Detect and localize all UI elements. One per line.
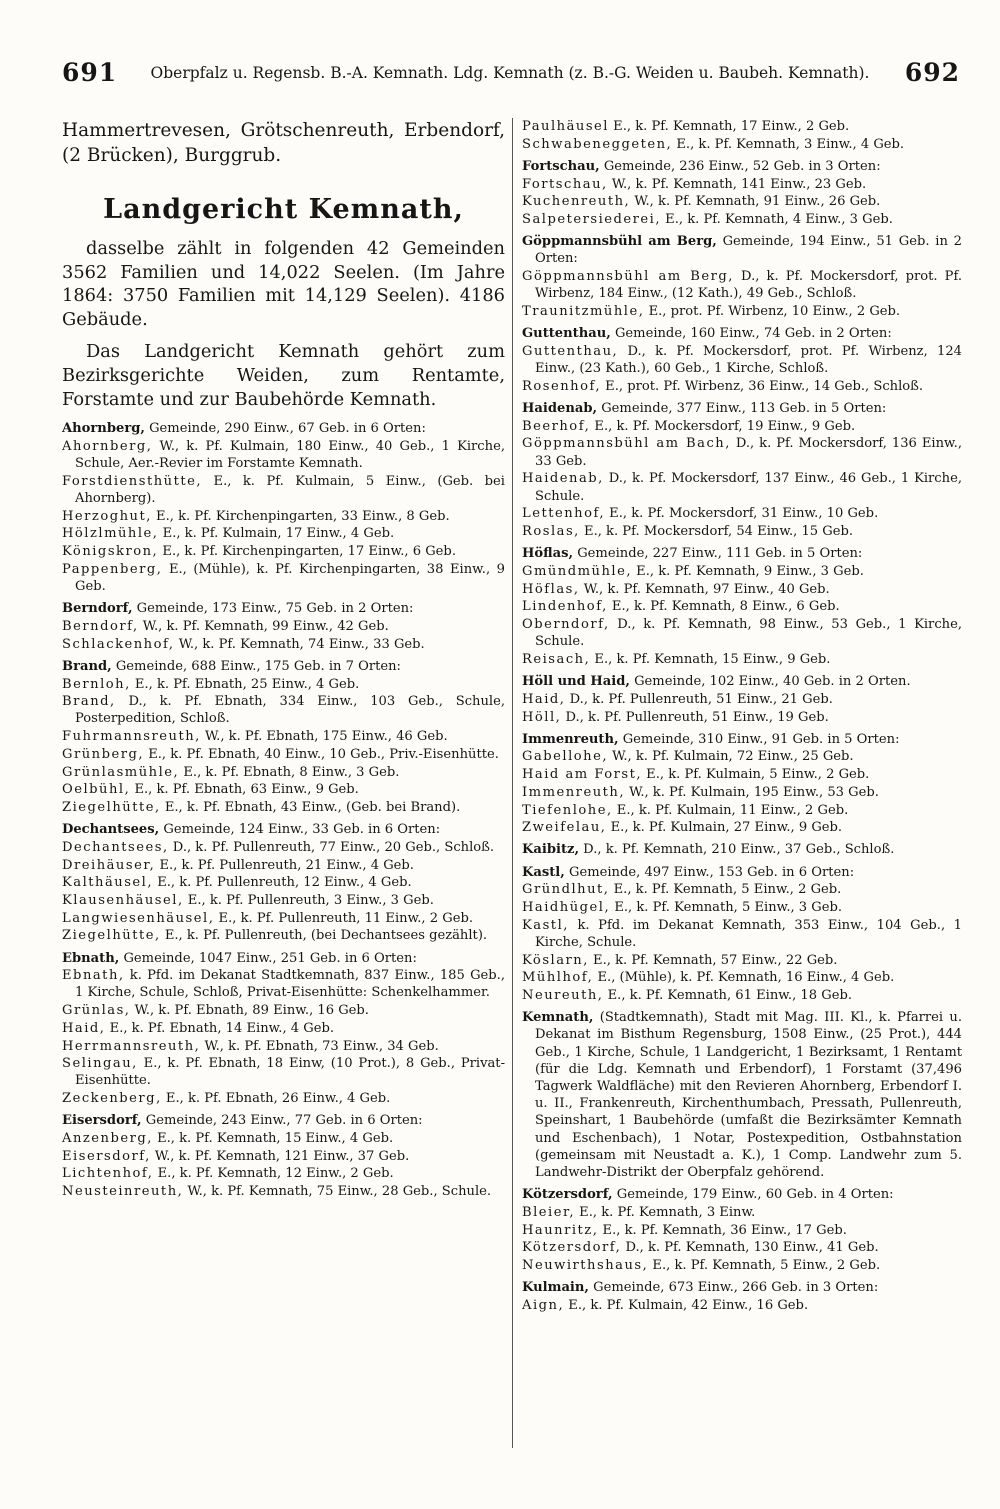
place-name: Oberndorf, [522, 616, 610, 632]
entry-details: Gemeinde, 673 Einw., 266 Geb. in 3 Orten: [588, 1280, 879, 1296]
intro-paragraph: dasselbe zählt in folgenden 42 Gemeinden 3562 Familien und 14,022 Seelen. (Im Jahre 1864: 3750 Familien mit 14,129 Seelen). 4186 Gebäude. [62, 238, 505, 330]
place-name: Langwiesenhäusel, [62, 910, 215, 926]
place-entry [522, 784, 962, 801]
municipality-name: Fortschau, [522, 158, 600, 174]
place-entry [62, 967, 505, 1001]
place-name: Guttenthau, [522, 343, 619, 359]
entry-details: E., k. Pf. Kemnath, 12 Einw., 2 Geb. [153, 1166, 394, 1182]
entry-details: D., k. Pf. Pullenreuth, 51 Einw., 19 Geb. [561, 709, 829, 725]
place-entry [62, 693, 505, 727]
entry-details: Gemeinde, 102 Einw., 40 Geb. in 2 Orten. [629, 674, 911, 690]
entry-list [522, 118, 962, 1314]
municipality-name: Immenreuth, [522, 731, 619, 747]
place-entry [522, 1239, 962, 1256]
entry-details: Gemeinde, 160 Einw., 74 Geb. in 2 Orten: [610, 326, 892, 342]
place-name: Schlackenhof, [62, 636, 175, 652]
place-name: Grünlas, [62, 1003, 131, 1019]
municipality-name: Kemnath, [522, 1010, 594, 1026]
entry-details: E., k. Pf. Kemnath, 8 Einw., 6 Geb. [607, 599, 840, 615]
entry-details: E., k. Pf. Kemnath, 3 Einw., 4 Geb. [672, 136, 905, 152]
entry-details: E., prot. Pf. Wirbenz, 36 Einw., 14 Geb., Schloß. [601, 378, 924, 394]
place-name: Höflas, [522, 581, 580, 597]
place-name: Fuhrmannsreuth, [62, 729, 201, 745]
place-name: Gabellohe, [522, 749, 608, 765]
place-entry [522, 523, 962, 540]
municipality-entry [522, 841, 962, 858]
entry-details: E., k. Pf. Kemnath, 15 Einw., 9 Geb. [590, 651, 831, 667]
entry-details: D., k. Pf. Mockersdorf, 137 Einw., 46 Geb., 1 Kirche, Schule. [535, 471, 962, 504]
place-name: Reisach, [522, 651, 591, 667]
place-entry [62, 1002, 505, 1019]
entry-details: E., k. Pf. Ebnath, 40 Einw., 10 Geb., Priv.-Eisenhütte. [144, 746, 499, 762]
place-entry [522, 899, 962, 916]
entry-details: Gemeinde, 124 Einw., 33 Geb. in 6 Orten: [159, 822, 441, 838]
place-entry [62, 543, 505, 560]
place-name: Ziegelhütte, [62, 928, 161, 944]
place-entry [62, 1038, 505, 1055]
entry-details: E., k. Pf. Ebnath, 18 Einw, (10 Prot.), 8 Geb., Privat-Eisenhütte. [75, 1056, 505, 1089]
continuation-text: Hammertrevesen, Grötschenreuth, Erbendorf, (2 Brücken), Burggrub. [62, 120, 505, 166]
entry-details: W., k. Pf. Kemnath, 99 Einw., 42 Geb. [138, 618, 389, 634]
entry-details: E., k. Pf. Pullenreuth, 12 Einw., 4 Geb. [153, 875, 412, 891]
entry-details: W., k. Pf. Ebnath, 175 Einw., 46 Geb. [200, 729, 448, 745]
entry-details: W., k. Pf. Ebnath, 73 Einw., 34 Geb. [200, 1038, 439, 1054]
place-entry [62, 746, 505, 763]
municipality-name: Berndorf, [62, 601, 133, 617]
place-entry [522, 470, 962, 504]
entry-details: W., k. Pf. Kemnath, 91 Einw., 26 Geb. [630, 194, 881, 210]
place-entry [522, 709, 962, 726]
place-entry [522, 917, 962, 951]
place-entry [522, 303, 962, 320]
municipality-entry [62, 600, 505, 617]
entry-details: Gemeinde, 236 Einw., 52 Geb. in 3 Orten: [599, 158, 881, 174]
place-entry [62, 927, 505, 944]
place-name: Lettenhof, [522, 506, 606, 522]
place-entry [62, 1183, 505, 1200]
right-column [522, 118, 962, 1315]
place-entry [522, 766, 962, 783]
municipality-name: Göppmannsbühl am Berg, [522, 234, 717, 250]
place-name: Königskron, [62, 544, 159, 560]
place-entry [522, 987, 962, 1004]
municipality-entry [522, 158, 962, 175]
entry-details: Gemeinde, 173 Einw., 75 Geb. in 2 Orten: [132, 601, 414, 617]
place-name: Dechantsees, [62, 839, 169, 855]
municipality-name: Dechantsees, [62, 822, 160, 838]
page-header [62, 58, 960, 92]
place-name: Rosenhof, [522, 378, 602, 394]
entry-details: E., k. Pf. Ebnath, 8 Einw., 3 Geb. [179, 764, 400, 780]
place-entry [522, 651, 962, 668]
entry-details: E., k. Pf. Ebnath, 26 Einw., 4 Geb. [161, 1091, 391, 1107]
place-name: Aign, [522, 1298, 565, 1313]
place-name: Salpetersiederei, [522, 212, 662, 228]
place-entry [522, 748, 962, 765]
entry-details: (Stadtkemnath), Stadt mit Mag. III. Kl., k. Pfarrei u. Dekanat im Bisthum Regensburg, 1508 Einw., (25 Prot.), 444 Geb., 1 Kirche, Schule, 1 Landgericht, 1 Bezirksamt, 1 Rentamt (für die Ldg. Kemnath und Erbendorf), 1 Forstamt (37,496 Tagwerk Waldfläche) mit den Revieren Ahornberg, Erbendorf I. u. II., Frankenreuth, Kirchenthumbach, Pressath, Pullenreuth, Speinshart, 1 Baubehörde (umfaßt die Bezirksämter Kemnath und Eschenbach), 1 Notar, Postexpedition, Ostbahnstation (gemeinsam mit Neustadt a. K.), 1 Comp. Landwehr zum 5. Landwehr-Distrikt der Oberpfalz gehörend. [535, 1010, 962, 1181]
place-entry [62, 438, 505, 472]
place-entry [522, 952, 962, 969]
place-name: Herrmannsreuth, [62, 1038, 201, 1054]
entry-details: Gemeinde, 243 Einw., 77 Geb. in 6 Orten: [141, 1113, 423, 1129]
entry-details: Gemeinde, 1047 Einw., 251 Geb. in 6 Orten: [119, 950, 417, 966]
place-entry [522, 435, 962, 469]
place-name: Kalthäusel, [62, 875, 154, 891]
place-entry [62, 676, 505, 693]
entry-details: E., (Mühle), k. Pf. Kirchenpingarten, 38 Einw., 9 Geb. [75, 561, 505, 594]
place-name: Bernloh, [62, 676, 131, 692]
entry-details: E., (Mühle), k. Pf. Kemnath, 16 Einw., 4 Geb. [593, 970, 895, 986]
place-entry [62, 525, 505, 542]
entry-details: E., k. Pf. Kemnath, 15 Einw., 4 Geb. [152, 1131, 394, 1147]
place-entry [62, 764, 505, 781]
municipality-name: Kastl, [522, 864, 565, 880]
entry-details: D., k. Pf. Mockersdorf, prot. Pf. Wirbenz, 184 Einw., (12 Kath.), 49 Geb., Schloß. [535, 269, 962, 302]
place-name: Haidenab, [522, 471, 604, 487]
entry-details: E., prot. Pf. Wirbenz, 10 Einw., 2 Geb. [644, 304, 901, 320]
entry-details: k. Pfd. im Dekanat Stadtkemnath, 837 Einw., 185 Geb., 1 Kirche, Schule, Schloß, Privat-Eisenhütte: Schenkelhammer. [75, 968, 505, 1001]
place-entry [62, 561, 505, 595]
place-entry [522, 505, 962, 522]
place-entry [522, 136, 962, 153]
entry-details: E., k. Pf. Ebnath, 14 Einw., 4 Geb. [105, 1020, 335, 1036]
place-name: Haidhügel, [522, 900, 611, 916]
place-entry [62, 728, 505, 745]
entry-details: E., k. Pf. Ebnath, 63 Einw., 9 Geb. [130, 782, 359, 798]
municipality-entry [62, 1112, 505, 1129]
municipality-name: Kulmain, [522, 1280, 589, 1296]
place-name: Ziegelhütte, [62, 799, 161, 815]
place-name: Beerhof, [522, 418, 591, 434]
column-divider [512, 118, 513, 1448]
place-entry [522, 378, 962, 395]
place-entry [62, 892, 505, 909]
municipality-entry [522, 1279, 962, 1296]
entry-details: Gemeinde, 179 Einw., 60 Geb. in 4 Orten: [612, 1187, 894, 1203]
entry-details: E., k. Pf. Kirchenpingarten, 17 Einw., 6 Geb. [158, 544, 456, 560]
entry-details: E., k. Pf. Mockersdorf, 54 Einw., 15 Geb. [579, 523, 854, 539]
entry-details: D., k. Pf. Pullenreuth, 77 Einw., 20 Geb., Schloß. [168, 839, 495, 855]
municipality-entry [62, 821, 505, 838]
entry-details: D., k. Pf. Ebnath, 334 Einw., 103 Geb., Schule, Posterpedition, Schloß. [75, 694, 505, 727]
place-name: Paulhäusel [522, 119, 609, 134]
entry-details: W., k. Pf. Kulmain, 72 Einw., 25 Geb. [608, 749, 854, 765]
entry-details: E., k. Pf. Kemnath, 36 Einw., 17 Geb. [598, 1222, 847, 1238]
place-entry [522, 691, 962, 708]
municipality-name: Haidenab, [522, 401, 598, 417]
entry-details: k. Pfd. im Dekanat Kemnath, 353 Einw., 104 Geb., 1 Kirche, Schule. [535, 917, 962, 950]
entry-details: E., k. Pf. Pullenreuth, (bei Dechantsees gezählt). [160, 928, 488, 944]
entry-details: E., k. Pf. Kirchenpingarten, 33 Einw., 8 Geb. [151, 508, 450, 524]
place-name: Haid, [522, 691, 566, 707]
entry-details: W., k. Pf. Kulmain, 195 Einw., 53 Geb. [624, 784, 879, 800]
place-entry [522, 418, 962, 435]
municipality-entry [522, 673, 962, 690]
place-entry [62, 874, 505, 891]
entry-details: E., k. Pf. Kemnath, 5 Einw., 2 Geb. [648, 1258, 881, 1274]
place-name: Forstdiensthütte, [62, 473, 203, 489]
place-entry [62, 1090, 505, 1107]
place-name: Haunritz, [522, 1222, 599, 1238]
place-entry [522, 819, 962, 836]
place-entry [522, 268, 962, 302]
place-entry [522, 118, 962, 135]
place-name: Klausenhäusel, [62, 892, 184, 908]
place-name: Kuchenreuth, [522, 194, 631, 210]
place-entry [62, 1055, 505, 1089]
entry-details: E., k. Pf. Kemnath, 3 Einw. [574, 1204, 756, 1220]
municipality-entry [522, 545, 962, 562]
municipality-name: Eisersdorf, [62, 1113, 142, 1129]
place-name: Neusteinreuth, [62, 1184, 184, 1200]
entry-details: E., k. Pf. Kulmain, 27 Einw., 9 Geb. [606, 820, 843, 836]
place-entry [62, 1020, 505, 1037]
entry-details: W., k. Pf. Ebnath, 89 Einw., 16 Geb. [130, 1003, 369, 1019]
place-name: Grünberg, [62, 746, 145, 762]
place-name: Göppmannsbühl am Berg, [522, 269, 734, 285]
place-name: Zweifelau, [522, 820, 607, 836]
place-entry [522, 1257, 962, 1274]
entry-details: E., k. Pf. Mockersdorf, 19 Einw., 9 Geb. [590, 418, 856, 434]
place-entry [522, 1297, 962, 1314]
place-entry [522, 802, 962, 819]
place-entry [62, 618, 505, 635]
place-entry [62, 857, 505, 874]
entry-details: E., k. Pf. Kemnath, 57 Einw., 22 Geb. [588, 952, 838, 968]
entry-details: W., k. Pf. Kemnath, 121 Einw., 37 Geb. [150, 1148, 410, 1164]
entry-details: E., k. Pf. Kemnath, 17 Einw., 2 Geb. [608, 119, 850, 134]
page-number-right: 692 [904, 58, 960, 87]
place-name: Mühlhof, [522, 970, 594, 986]
municipality-entry [522, 400, 962, 417]
place-entry [62, 799, 505, 816]
place-name: Kötzersdorf, [522, 1240, 622, 1256]
municipality-name: Höll und Haid, [522, 674, 630, 690]
entry-details: E., k. Pf. Pullenreuth, 21 Einw., 4 Geb. [155, 857, 414, 873]
municipality-entry [62, 420, 505, 437]
municipality-name: Ahornberg, [62, 421, 145, 437]
entry-details: E., k. Pf. Kulmain, 17 Einw., 4 Geb. [158, 526, 395, 542]
municipality-entry [62, 658, 505, 675]
municipality-entry [522, 233, 962, 267]
municipality-entry [522, 1186, 962, 1203]
place-name: Lindenhof, [522, 599, 608, 615]
entry-details: E., k. Pf. Kemnath, 4 Einw., 3 Geb. [661, 212, 893, 228]
place-entry [62, 1165, 505, 1182]
place-entry [522, 193, 962, 210]
left-column [62, 118, 505, 1201]
entry-details: E., k. Pf. Mockersdorf, 31 Einw., 10 Geb. [605, 506, 879, 522]
entry-details: Gemeinde, 290 Einw., 67 Geb. in 6 Orten: [144, 421, 426, 437]
place-entry [522, 563, 962, 580]
place-entry [522, 598, 962, 615]
municipality-name: Ebnath, [62, 950, 120, 966]
place-entry [522, 1204, 962, 1221]
municipality-entry [62, 950, 505, 967]
entry-details: E., k. Pf. Kulmain, 5 Einw., 2 Geb. [642, 767, 870, 783]
place-name: Tiefenlohe, [522, 802, 613, 818]
place-entry [522, 881, 962, 898]
place-name: Brand, [62, 694, 116, 710]
municipality-name: Höflas, [522, 546, 574, 562]
place-name: Herzoghut, [62, 508, 152, 524]
place-name: Dreihäuser, [62, 857, 156, 873]
entry-details: W., k. Pf. Kemnath, 97 Einw., 40 Geb. [579, 581, 830, 597]
entry-details: E., k. Pf. Kemnath, 61 Einw., 18 Geb. [603, 988, 852, 1004]
place-name: Schwabeneggeten, [522, 136, 673, 152]
entry-details: D., k. Pf. Kemnath, 210 Einw., 37 Geb., Schloß. [579, 842, 895, 858]
municipality-name: Kötzersdorf, [522, 1187, 613, 1203]
place-entry [522, 969, 962, 986]
place-entry [62, 910, 505, 927]
place-name: Kastl, [522, 917, 569, 933]
place-entry [522, 176, 962, 193]
place-name: Gründlhut, [522, 882, 610, 898]
place-name: Göppmannsbühl am Bach, [522, 436, 731, 452]
place-name: Ebnath, [62, 968, 125, 984]
place-name: Zeckenberg, [62, 1091, 162, 1107]
place-name: Oelbühl, [62, 782, 131, 798]
place-name: Bleier, [522, 1204, 575, 1220]
entry-details: E., k. Pf. Pullenreuth, 11 Einw., 2 Geb. [214, 910, 473, 926]
entry-details: W., k. Pf. Kulmain, 180 Einw., 40 Geb., 1 Kirche, Schule, Aer.-Revier im Forstamte Kemnath. [75, 438, 505, 472]
place-name: Haid, [62, 1020, 106, 1036]
place-name: Gmündmühle, [522, 563, 633, 579]
entry-details: Gemeinde, 497 Einw., 153 Geb. in 6 Orten: [564, 864, 855, 880]
section-title: Landgericht Kemnath, [103, 194, 464, 225]
entry-details: E., k. Pf. Kemnath, 5 Einw., 3 Geb. [610, 900, 843, 916]
page-number-left: 691 [62, 58, 118, 87]
entry-details: W., k. Pf. Kemnath, 75 Einw., 28 Geb., Schule. [183, 1184, 492, 1200]
place-name: Haid am Forst, [522, 767, 642, 783]
municipality-name: Brand, [62, 658, 112, 674]
running-head: Oberpfalz u. Regensb. B.-A. Kemnath. Ldg. Kemnath (z. B.-G. Weiden u. Baubeh. Kemnath). [150, 64, 870, 82]
place-name: Immenreuth, [522, 784, 625, 800]
entry-details: E., k. Pf. Kulmain, 5 Einw., (Geb. bei Ahornberg). [75, 473, 505, 506]
municipality-entry [522, 325, 962, 342]
place-entry [522, 1222, 962, 1239]
entry-details: Gemeinde, 194 Einw., 51 Geb. in 2 Orten: [535, 234, 962, 267]
place-entry [522, 581, 962, 598]
entry-details: W., k. Pf. Kemnath, 74 Einw., 33 Geb. [174, 636, 425, 652]
municipality-name: Kaibitz, [522, 842, 580, 858]
entry-details: E., k. Pf. Kemnath, 5 Einw., 2 Geb. [609, 882, 842, 898]
place-name: Grünlasmühle, [62, 764, 180, 780]
entry-details: E., k. Pf. Pullenreuth, 3 Einw., 3 Geb. [183, 892, 434, 908]
place-entry [62, 781, 505, 798]
place-entry [62, 508, 505, 525]
place-name: Neuwirthshaus, [522, 1258, 649, 1274]
place-name: Höll, [522, 709, 562, 725]
place-name: Hölzlmühle, [62, 526, 159, 542]
place-entry [522, 343, 962, 377]
place-name: Selingau, [62, 1056, 138, 1072]
place-name: Köslarn, [522, 952, 589, 968]
municipality-entry [522, 864, 962, 881]
entry-details: D., k. Pf. Mockersdorf, prot. Pf. Wirbenz, 124 Einw., (23 Kath.), 60 Geb., 1 Kirche, Schloß. [535, 343, 962, 377]
entry-details: E., k. Pf. Kulmain, 11 Einw., 2 Geb. [612, 802, 849, 818]
entry-details: D., k. Pf. Mockersdorf, 136 Einw., 33 Geb. [535, 436, 962, 469]
place-name: Lichtenhof, [62, 1166, 154, 1182]
place-name: Pappenberg, [62, 561, 163, 577]
place-name: Eisersdorf, [62, 1148, 151, 1164]
entry-details: E., k. Pf. Ebnath, 43 Einw., (Geb. bei Brand). [160, 799, 461, 815]
place-name: Fortschau, [522, 176, 608, 192]
place-name: Traunitzmühle, [522, 304, 645, 320]
entry-details: E., k. Pf. Kulmain, 42 Einw., 16 Geb. [564, 1298, 809, 1313]
entry-details: Gemeinde, 310 Einw., 91 Geb. in 5 Orten: [618, 731, 900, 747]
place-entry [522, 211, 962, 228]
entry-details: D., k. Pf. Pullenreuth, 51 Einw., 21 Geb. [565, 691, 833, 707]
entry-details: Gemeinde, 688 Einw., 175 Geb. in 7 Orten: [111, 658, 401, 674]
intro-paragraph: Das Landgericht Kemnath gehört zum Bezirksgerichte Weiden, zum Rentamte, Forstamte und zur Baubehörde Kemnath. [62, 341, 505, 410]
municipality-entry [522, 731, 962, 748]
place-entry [62, 636, 505, 653]
entry-details: Gemeinde, 227 Einw., 111 Geb. in 5 Orten: [573, 546, 863, 562]
place-entry [522, 616, 962, 650]
entry-details: E., k. Pf. Ebnath, 25 Einw., 4 Geb. [130, 676, 360, 692]
entry-details: W., k. Pf. Kemnath, 141 Einw., 23 Geb. [607, 176, 867, 192]
place-name: Berndorf, [62, 618, 139, 634]
municipality-entry [522, 1009, 962, 1181]
place-name: Roslas, [522, 523, 580, 539]
entry-details: D., k. Pf. Kemnath, 98 Einw., 53 Geb., 1 Kirche, Schule. [535, 616, 962, 650]
place-entry [62, 839, 505, 856]
place-entry [62, 473, 505, 507]
municipality-name: Guttenthau, [522, 326, 611, 342]
place-name: Ahornberg, [62, 438, 153, 454]
place-name: Neureuth, [522, 988, 604, 1004]
place-entry [62, 1130, 505, 1147]
place-entry [62, 1148, 505, 1165]
place-name: Anzenberg, [62, 1131, 153, 1147]
entry-list [62, 420, 505, 1200]
entry-details: E., k. Pf. Kemnath, 9 Einw., 3 Geb. [632, 563, 864, 579]
entry-details: Gemeinde, 377 Einw., 113 Geb. in 5 Orten: [597, 401, 887, 417]
entry-details: D., k. Pf. Kemnath, 130 Einw., 41 Geb. [621, 1240, 879, 1256]
